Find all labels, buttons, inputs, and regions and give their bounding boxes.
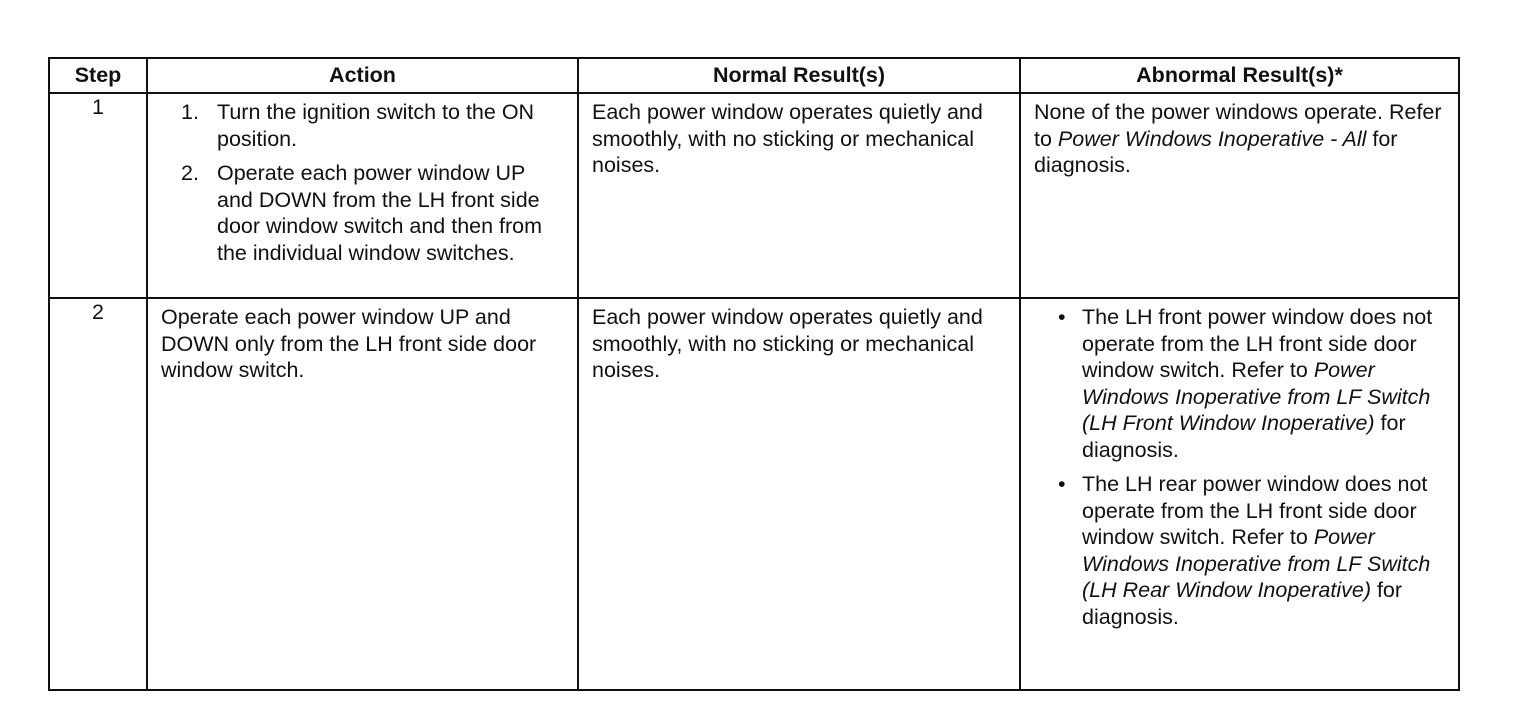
step-list-text: Operate each power window UP and DOWN from the LH front side door window switch and then from the individual window switches. — [217, 161, 543, 265]
abnormal-bullets-list — [1034, 304, 1448, 630]
step-list-number: 2. — [181, 161, 199, 185]
abnormal-result-cell — [1020, 93, 1459, 298]
header-action: Action — [147, 58, 578, 93]
normal-result-cell: Each power window operates quietly and smoothly, with no sticking or mechanical noises. — [578, 93, 1020, 298]
action-steps-list — [161, 99, 567, 266]
header-abnormal-results: Abnormal Result(s)* — [1020, 58, 1459, 93]
table-header-row — [49, 58, 1459, 93]
step-list-text: Turn the ignition switch to the ON position. — [217, 100, 535, 151]
table-row — [49, 298, 1459, 690]
action-cell — [147, 93, 578, 298]
header-step: Step — [49, 58, 147, 93]
normal-result-cell: Each power window operates quietly and smoothly, with no sticking or mechanical noises. — [578, 298, 1020, 690]
procedure-reference: Power Windows Inoperative from LF Switch (LH Rear Window Inoperative) — [1082, 525, 1431, 602]
step-number: 1 — [49, 93, 147, 298]
abnormal-text: The LH front power window does not operate from the LH front side door window switch. Refer to — [1082, 305, 1433, 382]
abnormal-text: for diagnosis. — [1034, 126, 1398, 177]
abnormal-text: The LH rear power window does not operate from the LH front side door window switch. Refer to — [1082, 472, 1428, 549]
list-item — [1034, 471, 1448, 630]
step-number: 2 — [49, 298, 147, 690]
table-row — [49, 93, 1459, 298]
list-item — [161, 160, 567, 266]
abnormal-text: None of the power windows operate. Refer to — [1034, 100, 1442, 151]
procedure-reference: Power Windows Inoperative from LF Switch (LH Front Window Inoperative) — [1082, 358, 1431, 435]
action-cell: Operate each power window UP and DOWN only from the LH front side door window switch. — [147, 298, 578, 690]
abnormal-text: for diagnosis. — [1082, 411, 1406, 462]
step-list-number: 1. — [181, 100, 199, 124]
bullet-marker: • — [1058, 472, 1066, 496]
header-normal-results: Normal Result(s) — [578, 58, 1020, 93]
list-item — [1034, 304, 1448, 463]
procedure-reference: Power Windows Inoperative - All — [1057, 126, 1367, 151]
list-item — [161, 99, 567, 152]
bullet-marker: • — [1058, 305, 1066, 329]
abnormal-result-cell — [1020, 298, 1459, 690]
abnormal-text: for diagnosis. — [1082, 578, 1403, 629]
diagnostic-table — [48, 57, 1460, 691]
